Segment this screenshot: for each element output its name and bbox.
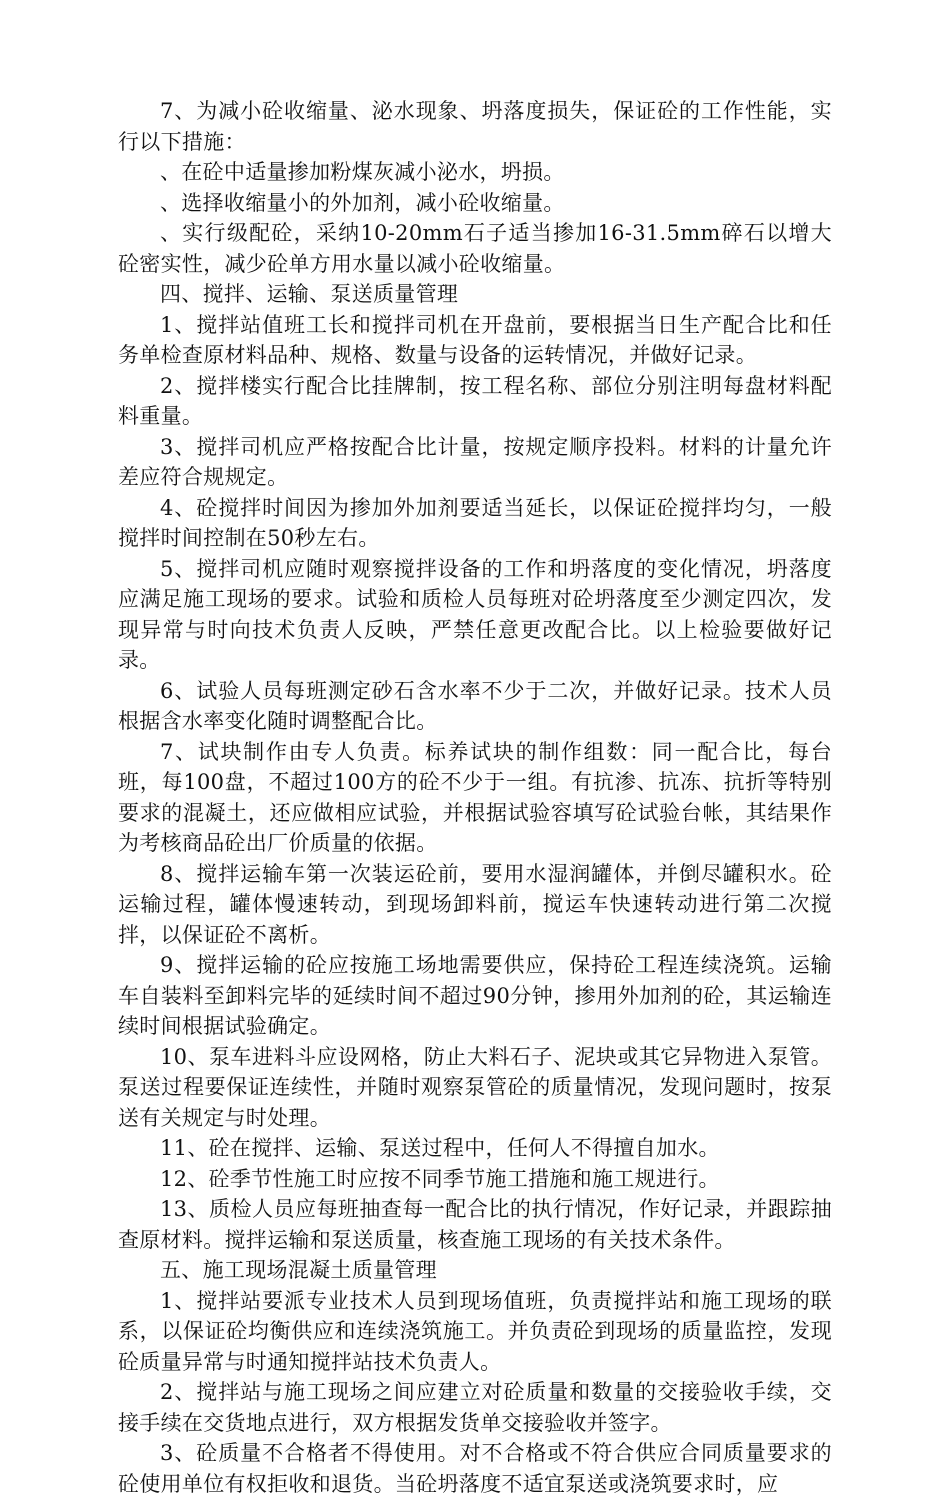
paragraph-item-3: 3、搅拌司机应严格按配合比计量，按规定顺序投料。材料的计量允许差应符合规规定。 (118, 434, 832, 489)
paragraph-graded-aggregate: 、实行级配砼，采纳10-20mm石子适当掺加16-31.5mm碎石以增大砼密实性，减少砼单方用水量以减小砼收缩量。 (118, 221, 832, 276)
paragraph-site-item-2: 2、搅拌站与施工现场之间应建立对砼质量和数量的交接验收手续，交接手续在交货地点进行，双方根据发货单交接验收并签字。 (118, 1380, 832, 1435)
paragraph-item-1: 1、搅拌站值班工长和搅拌司机在开盘前，要根据当日生产配合比和任务单检查原材料品种、规格、数量与设备的运转情况，并做好记录。 (118, 312, 832, 367)
paragraph-item-5: 5、搅拌司机应随时观察搅拌设备的工作和坍落度的变化情况，坍落度应满足施工现场的要求。试验和质检人员每班对砼坍落度至少测定四次，发现异常与时向技术负责人反映，严禁任意更改配合比。以上检验要做好记录。 (118, 556, 832, 672)
paragraph-item-8: 8、搅拌运输车第一次装运砼前，要用水湿润罐体，并倒尽罐积水。砼运输过程，罐体慢速转动，到现场卸料前，搅运车快速转动进行第二次搅拌，以保证砼不离析。 (118, 861, 832, 947)
paragraph-admixture: 、选择收缩量小的外加剂，减小砼收缩量。 (160, 190, 565, 215)
paragraph-item-9: 9、搅拌运输的砼应按施工场地需要供应，保持砼工程连续浇筑。运输车自装料至卸料完毕的延续时间不超过90分钟，掺用外加剂的砼，其运输连续时间根据试验确定。 (118, 953, 832, 1038)
paragraph-item-13: 13、质检人员应每班抽查每一配合比的执行情况，作好记录，并跟踪抽查原材料。搅拌运输和泵送质量，核查施工现场的有关技术条件。 (118, 1197, 832, 1252)
paragraph-site-item-1: 1、搅拌站要派专业技术人员到现场值班，负责搅拌站和施工现场的联系，以保证砼均衡供应和连续浇筑施工。并负责砼到现场的质量监控，发现砼质量异常与时通知搅拌站技术负责人。 (118, 1288, 832, 1374)
section-heading-mixing-transport: 四、搅拌、运输、泵送质量管理 (160, 282, 459, 306)
section-heading-site-quality: 五、施工现场混凝土质量管理 (160, 1258, 437, 1282)
paragraph-item-6: 6、试验人员每班测定砂石含水率不少于二次，并做好记录。技术人员根据含水率变化随时调整配合比。 (118, 678, 832, 733)
paragraph-fly-ash: 、在砼中适量掺加粉煤灰减小泌水，坍损。 (160, 160, 565, 184)
paragraph-measures-intro: 7、为减小砼收缩量、泌水现象、坍落度损失，保证砼的工作性能，实行以下措施： (118, 99, 832, 154)
paragraph-site-item-3: 3、砼质量不合格者不得使用。对不合格或不符合供应合同质量要求的砼使用单位有权拒收和退货。当砼坍落度不适宜泵送或浇筑要求时，应 (118, 1441, 832, 1496)
paragraph-item-10: 10、泵车进料斗应设网格，防止大料石子、泥块或其它异物进入泵管。泵送过程要保证连续性，并随时观察泵管砼的质量情况，发现问题时，按泵送有关规定与时处理。 (118, 1044, 832, 1130)
paragraph-item-7: 7、试块制作由专人负责。标养试块的制作组数：同一配合比，每台班，每100盘，不超过100方的砼不少于一组。有抗渗、抗冻、抗折等特别要求的混凝土，还应做相应试验，并根据试验容填写砼试验台帐，其结果作为考核商品砼出厂价质量的依据。 (118, 739, 832, 855)
paragraph-item-11: 11、砼在搅拌、运输、泵送过程中，任何人不得擅自加水。 (160, 1136, 720, 1160)
paragraph-item-4: 4、砼搅拌时间因为掺加外加剂要适当延长，以保证砼搅拌均匀，一般搅拌时间控制在50秒左右。 (118, 495, 832, 550)
paragraph-item-12: 12、砼季节性施工时应按不同季节施工措施和施工规进行。 (160, 1166, 720, 1191)
paragraph-item-2: 2、搅拌楼实行配合比挂牌制，按工程名称、部位分别注明每盘材料配料重量。 (118, 373, 832, 428)
